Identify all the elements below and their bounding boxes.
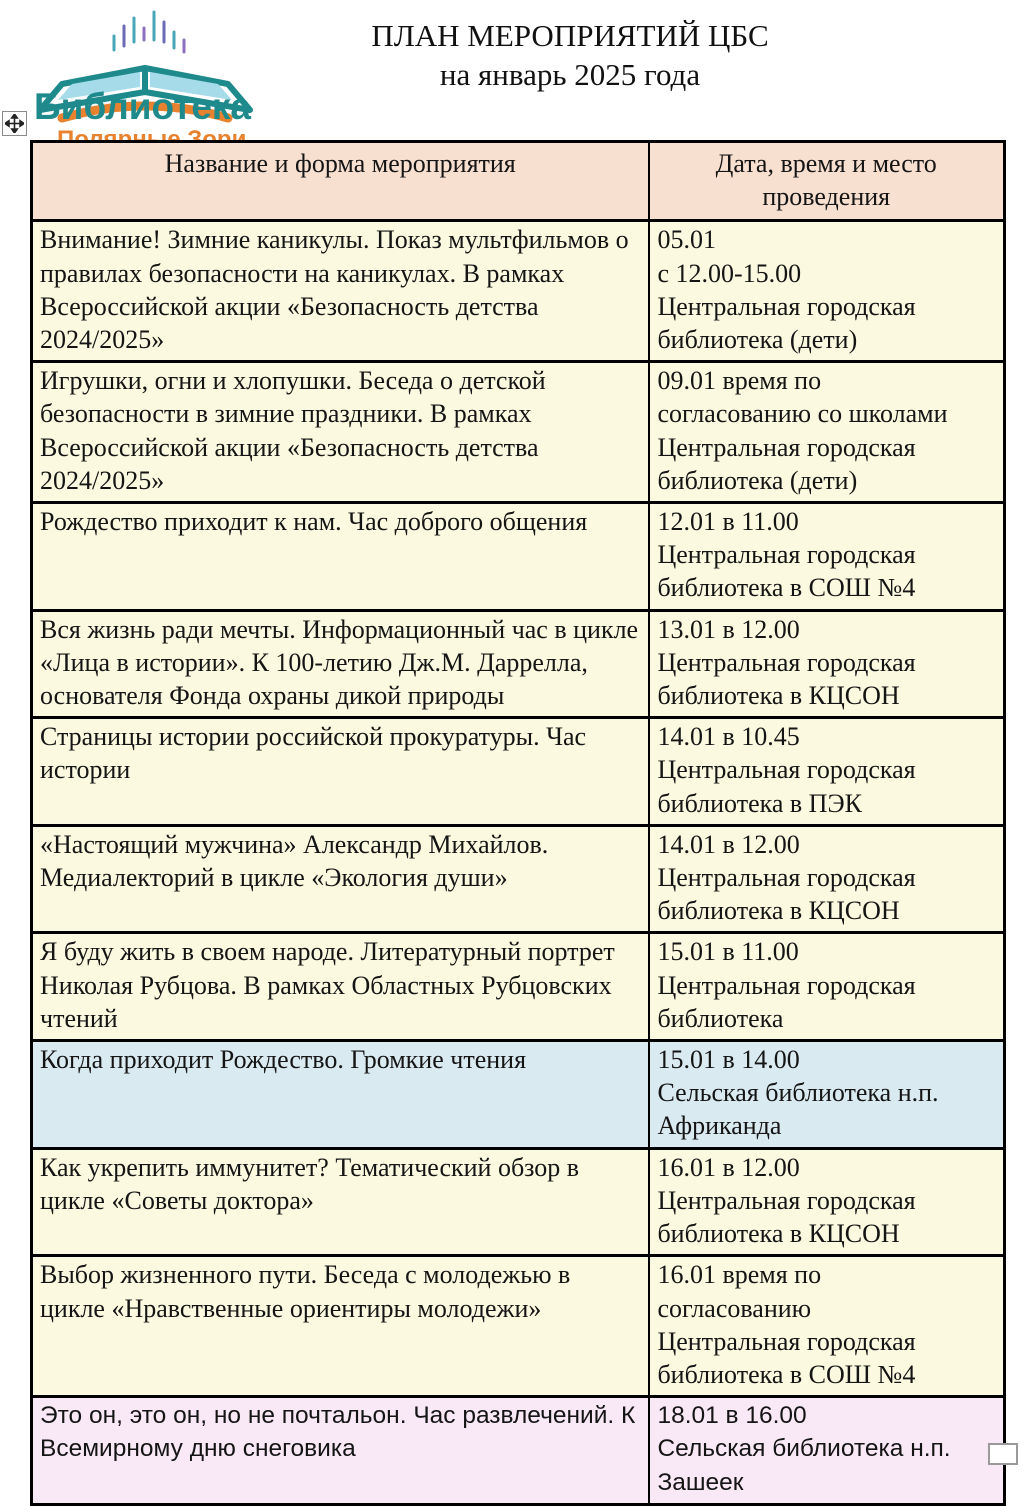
library-logo	[12, 4, 292, 154]
when-line: 14.01 в 10.45	[657, 722, 800, 752]
when-line: 09.01 время по	[657, 366, 822, 396]
when-cell	[649, 221, 1004, 362]
table-row	[32, 1148, 1005, 1256]
when-line: 15.01 в 11.00	[657, 937, 799, 967]
when-cell	[649, 1256, 1004, 1397]
when-line: библиотека	[657, 1003, 784, 1033]
table-row	[32, 362, 1005, 503]
event-cell: Я буду жить в своем народе. Литературный портрет Николая Рубцова. В рамках Областных Рубцовских чтений	[32, 933, 650, 1041]
when-line: Зашеек	[657, 1468, 744, 1496]
events-table	[30, 140, 1006, 1506]
event-cell: Это он, это он, но не почтальон. Час развлечений. К Всемирному дню снеговика	[32, 1397, 650, 1505]
when-line: Сельская библиотека н.п.	[657, 1078, 939, 1108]
when-line: 05.01	[657, 225, 716, 255]
table-row	[32, 825, 1005, 933]
when-cell	[649, 503, 1004, 611]
when-line: 13.01 в 12.00	[657, 614, 800, 644]
logo-subtitle: Полярные Зори	[57, 126, 247, 153]
events-table-body	[32, 221, 1005, 1504]
event-cell: Как укрепить иммунитет? Тематический обзор в цикле «Советы доктора»	[32, 1148, 650, 1256]
when-line: 16.01 в 12.00	[657, 1152, 800, 1182]
event-cell: «Настоящий мужчина» Александр Михайлов. Медиалекторий в цикле «Экология души»	[32, 825, 650, 933]
when-line: Центральная городская	[657, 970, 916, 1000]
table-row	[32, 221, 1005, 362]
when-line: Центральная городская	[657, 755, 916, 785]
when-line: согласованию со школами	[657, 399, 948, 429]
when-line: библиотека (дети)	[657, 465, 858, 495]
when-line: 14.01 в 12.00	[657, 829, 800, 859]
when-cell	[649, 933, 1004, 1041]
when-line: Центральная городская	[657, 1185, 916, 1215]
when-cell	[649, 1397, 1004, 1505]
table-row	[32, 1256, 1005, 1397]
table-row	[32, 1397, 1005, 1505]
when-cell	[649, 718, 1004, 826]
column-header-event: Название и форма мероприятия	[32, 142, 650, 221]
table-row	[32, 933, 1005, 1041]
table-resize-handle[interactable]	[988, 1443, 1018, 1465]
event-cell: Страницы истории российской прокуратуры. Час истории	[32, 718, 650, 826]
when-cell	[649, 825, 1004, 933]
when-cell	[649, 1148, 1004, 1256]
table-row	[32, 503, 1005, 611]
when-line: библиотека (дети)	[657, 325, 858, 355]
when-line: библиотека в ПЭК	[657, 788, 862, 818]
event-cell: Игрушки, огни и хлопушки. Беседа о детской безопасности в зимние праздники. В рамках Всероссийской акции «Безопасность детства 2024/2025»	[32, 362, 650, 503]
event-cell: Рождество приходит к нам. Час доброго общения	[32, 503, 650, 611]
when-cell	[649, 610, 1004, 718]
when-line: 16.01 время по	[657, 1260, 822, 1290]
table-row	[32, 610, 1005, 718]
event-cell: Выбор жизненного пути. Беседа с молодежью в цикле «Нравственные ориентиры молодежи»	[32, 1256, 650, 1397]
when-line: Центральная городская	[657, 647, 916, 677]
when-line: с 12.00-15.00	[657, 258, 802, 288]
when-line: Центральная городская	[657, 432, 916, 462]
table-header-row	[32, 142, 1005, 221]
when-line: библиотека в СОШ №4	[657, 573, 916, 603]
when-line: библиотека в КЦСОН	[657, 681, 900, 711]
table-row	[32, 1041, 1005, 1149]
when-line: Африканда	[657, 1111, 782, 1141]
when-line: Центральная городская	[657, 291, 916, 321]
document-title-line1: ПЛАН МЕРОПРИЯТИЙ ЦБС	[371, 18, 769, 53]
document-title-line2: на январь 2025 года	[439, 57, 701, 92]
event-cell: Внимание! Зимние каникулы. Показ мультфильмов о правилах безопасности на каникулах. В рамках Всероссийской акции «Безопасность детства 2024/2025»	[32, 221, 650, 362]
column-header-when: Дата, время и место проведения	[649, 142, 1004, 221]
when-line: 18.01 в 16.00	[657, 1402, 807, 1430]
event-cell: Вся жизнь ради мечты. Информационный час в цикле «Лица в истории». К 100-летию Дж.М. Даррелла, основателя Фонда охраны дикой природы	[32, 610, 650, 718]
when-line: библиотека в КЦСОН	[657, 1219, 900, 1249]
when-line: библиотека в СОШ №4	[657, 1359, 916, 1389]
logo-title: Библиотека	[34, 86, 251, 127]
table-row	[32, 718, 1005, 826]
table-move-handle[interactable]	[2, 111, 27, 136]
event-cell: Когда приходит Рождество. Громкие чтения	[32, 1041, 650, 1149]
when-line: Центральная городская	[657, 863, 916, 893]
when-line: Центральная городская	[657, 540, 916, 570]
when-line: библиотека в КЦСОН	[657, 896, 900, 926]
when-cell	[649, 1041, 1004, 1149]
when-cell	[649, 362, 1004, 503]
when-line: Центральная городская	[657, 1326, 916, 1356]
when-line: 12.01 в 11.00	[657, 507, 799, 537]
when-line: Сельская библиотека н.п.	[657, 1435, 951, 1463]
when-line: 15.01 в 14.00	[657, 1045, 800, 1075]
document-title	[300, 16, 840, 94]
move-arrows-icon	[5, 114, 24, 133]
when-line: согласованию	[657, 1293, 812, 1323]
